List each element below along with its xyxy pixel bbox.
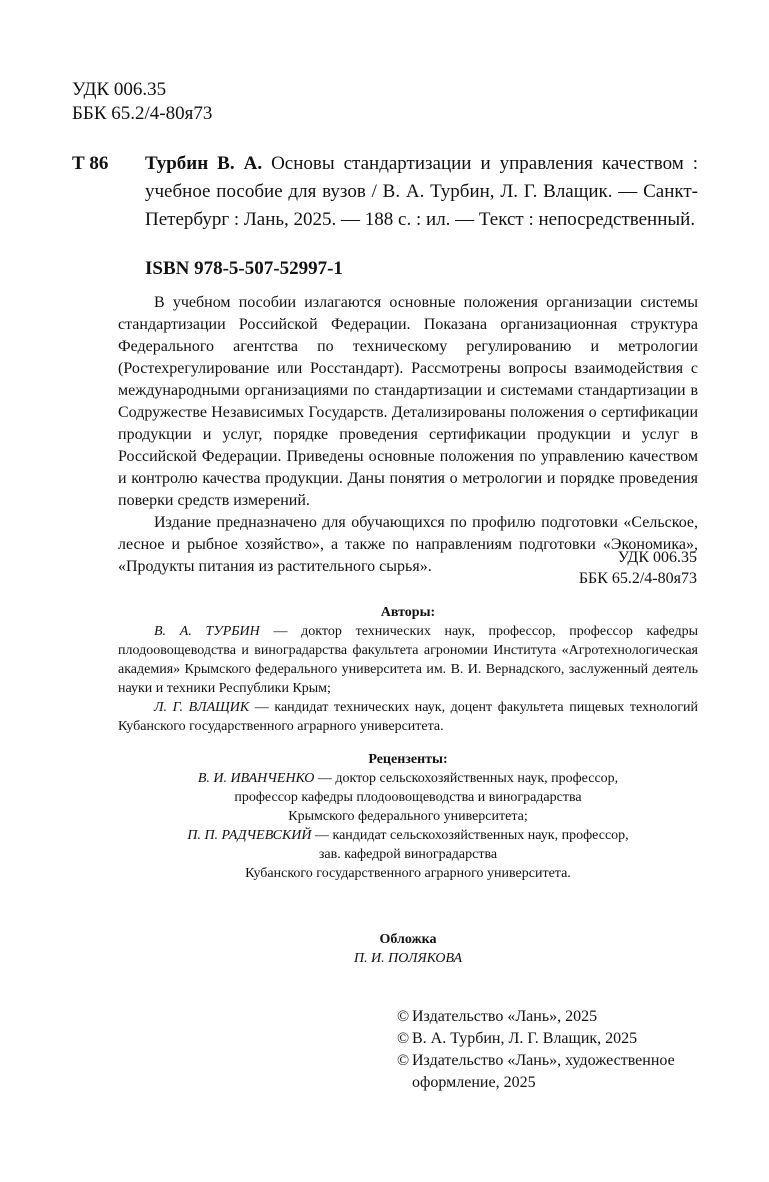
reviewers-section: [118, 750, 698, 883]
cover-heading: Обложка: [379, 932, 437, 947]
reviewer-1-name: В. И. ИВАНЧЕНКО: [197, 771, 315, 786]
copyright-line-3: [397, 1050, 717, 1094]
copyright-line-2: [397, 1028, 717, 1050]
copyright-icon: ©: [397, 1008, 410, 1025]
classification-codes-top: [72, 78, 212, 126]
author-2-text: — кандидат технических наук, доцент факультета пищевых технологий Кубанского государственного аграрного университета.: [118, 700, 698, 734]
cover-section: [118, 930, 698, 968]
copyright-icon: ©: [397, 1030, 410, 1047]
copyright-icon: ©: [397, 1052, 410, 1069]
abstract-paragraph-2: Издание предназначено для обучающихся по профилю подготовки «Сельское, лесное и рыбное хозяйство», а также по направлениям подготовки «Экономика», «Продукты питания из растительного сырья».: [118, 514, 698, 575]
authors-section: [118, 603, 698, 736]
cover-designer: П. И. ПОЛЯКОВА: [353, 951, 463, 966]
reviewer-1-line-2: профессор кафедры плодоовощеводства и виноградарства: [234, 790, 582, 805]
isbn: ISBN 978-5-507-52997-1: [145, 258, 343, 279]
reviewer-2-name: П. П. РАДЧЕВСКИЙ: [187, 828, 312, 843]
copyright-text-2: В. А. Турбин, Л. Г. Влащик, 2025: [412, 1030, 638, 1047]
copyright-text-3: Издательство «Лань», художественное оформление, 2025: [412, 1052, 675, 1091]
abstract-paragraph-1: В учебном пособии излагаются основные положения организации системы стандартизации Российской Федерации. Показана организационная структура Федерального агентства по техническому регулированию и метрологии (Ростехрегулирование или Росстандарт). Рассмотрены вопросы взаимодействия с международными организациями по стандартизации и системами стандартизации в Содружестве Независимых Государств. Детализированы положения о сертификации продукции и услуг, порядке проведения сертификации продукции и услуг в Российской Федерации. Приведены основные положения по управлению качеством и контролю качества продукции. Даны понятия о метрологии и порядке проведения поверки средств измерений.: [118, 294, 698, 509]
copyright-line-1: [397, 1006, 717, 1028]
author-1-text: — доктор технических наук, профессор, профессор кафедры плодоовощеводства и виноградарства факультета агрономии Института «Агротехнологическая академия» Крымского федерального университета им. В. И. Вернадского, заслуженный деятель науки и техники Республики Крым;: [118, 624, 698, 696]
copyright-section: [397, 1006, 717, 1094]
reviewer-1-title: — доктор сельскохозяйственных наук, профессор,: [314, 771, 619, 786]
udk-code-right: УДК 006.35: [617, 549, 697, 566]
author-1: [118, 622, 698, 698]
author-2: [118, 698, 698, 736]
reviewer-2-line-2: зав. кафедрой виноградарства: [318, 847, 498, 862]
catalog-description: Основы стандартизации и управления качеством : учебное пособие для вузов / В. А. Турбин, Л. Г. Влащик. — Санкт-Петербург : Лань, 2025. — 188 с. : ил. — Текст : непосредственный.: [145, 153, 698, 230]
reviewers-heading: Рецензенты:: [368, 752, 448, 767]
reviewer-1-line-3: Крымского федерального университета;: [288, 809, 528, 824]
abstract: [118, 292, 698, 578]
classification-codes-right: [579, 547, 697, 589]
reviewer-2-line-3: Кубанского государственного аграрного университета.: [245, 866, 571, 881]
bbk-code-right: ББК 65.2/4-80я73: [578, 570, 697, 587]
catalog-author: Турбин В. А.: [145, 153, 263, 174]
reviewer-1-line-1: [118, 769, 698, 788]
reviewer-2-line-1: [118, 826, 698, 845]
authors-heading: Авторы:: [380, 605, 436, 620]
bbk-code: ББК 65.2/4-80я73: [72, 103, 213, 124]
udk-code: УДК 006.35: [72, 79, 167, 100]
copyright-text-1: Издательство «Лань», 2025: [412, 1008, 598, 1025]
author-2-name: Л. Г. ВЛАЩИК: [154, 700, 250, 715]
author-1-name: В. А. ТУРБИН: [154, 624, 260, 639]
reviewer-2-title: — кандидат сельскохозяйственных наук, профессор,: [311, 828, 629, 843]
author-sign: Т 86: [72, 153, 109, 174]
bibliographic-description: [145, 150, 698, 234]
